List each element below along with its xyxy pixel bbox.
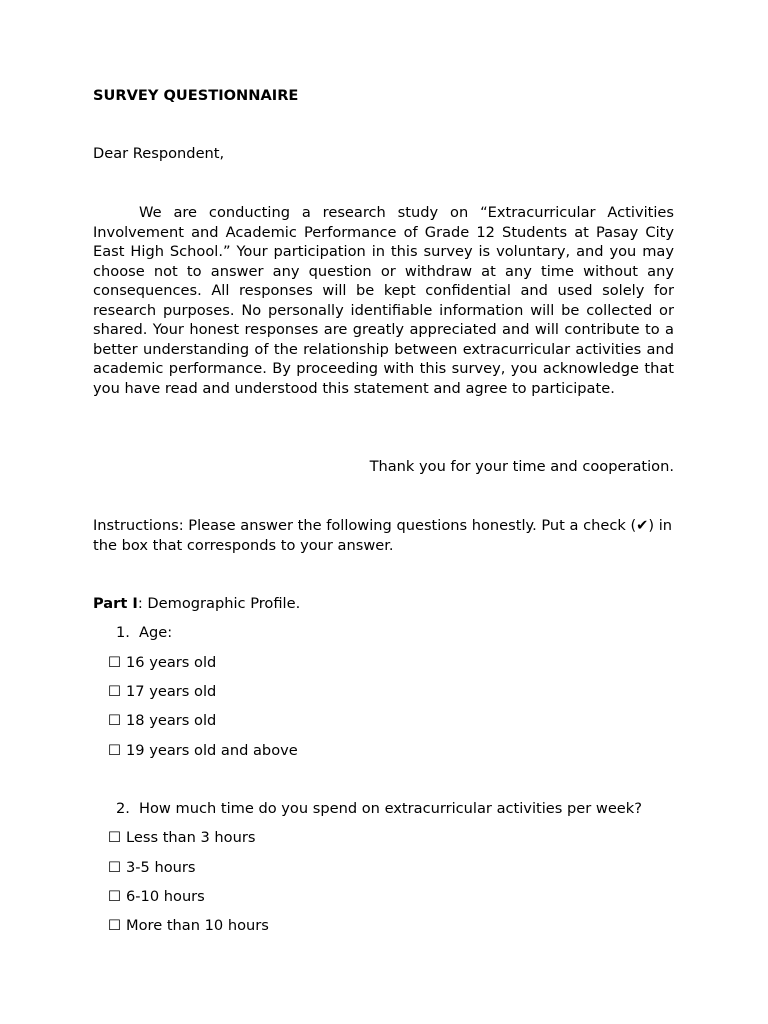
option-label: 18 years old (126, 712, 217, 729)
option-16-years[interactable] (108, 654, 216, 671)
question-age (116, 624, 172, 641)
question-text: Age: (139, 624, 173, 641)
checkbox-icon[interactable]: ☐ (108, 712, 122, 729)
option-3-5-hours[interactable] (108, 859, 196, 876)
checkbox-icon[interactable]: ☐ (108, 829, 122, 846)
option-label: More than 10 hours (126, 917, 269, 934)
greeting: Dear Respondent, (93, 145, 225, 162)
survey-title: SURVEY QUESTIONNAIRE (93, 87, 299, 104)
instructions: Instructions: Please answer the following questions honestly. Put a check (✔) in the box that corresponds to your answer. (93, 517, 673, 554)
option-label: 19 years old and above (126, 742, 298, 759)
checkbox-icon[interactable]: ☐ (108, 888, 122, 905)
option-less-than-3[interactable] (108, 829, 255, 846)
option-17-years[interactable] (108, 683, 216, 700)
checkbox-icon[interactable]: ☐ (108, 742, 122, 759)
part-title: : Demographic Profile. (137, 595, 301, 612)
checkbox-icon[interactable]: ☐ (108, 859, 122, 876)
option-label: 3-5 hours (126, 859, 196, 876)
option-18-years[interactable] (108, 712, 216, 729)
option-label: 6-10 hours (126, 888, 205, 905)
checkbox-icon[interactable]: ☐ (108, 683, 122, 700)
question-number: 1. (116, 624, 130, 641)
question-number: 2. (116, 800, 130, 817)
part-heading (93, 595, 674, 612)
option-label: Less than 3 hours (126, 829, 256, 846)
question-text: How much time do you spend on extracurricular activities per week? (139, 800, 642, 817)
option-more-than-10[interactable] (108, 917, 269, 934)
checkbox-icon[interactable]: ☐ (108, 917, 122, 934)
option-19-years-above[interactable] (108, 742, 298, 759)
thanks-line: Thank you for your time and cooperation. (369, 458, 674, 475)
option-6-10-hours[interactable] (108, 888, 205, 905)
option-label: 16 years old (126, 654, 217, 671)
checkbox-icon[interactable]: ☐ (108, 654, 122, 671)
question-time-spent (116, 800, 642, 817)
option-label: 17 years old (126, 683, 217, 700)
intro-paragraph: We are conducting a research study on “Extracurricular Activities Involvement and Academic Performance of Grade 12 Students at Pasay City East High School.” Your participation in this survey is voluntary, and you may choose not to answer any question or withdraw at any time without any consequences. All responses will be kept confidential and used solely for research purposes. No personally identifiable information will be collected or shared. Your honest responses are greatly appreciated and will contribute to a better understanding of the relationship between extracurricular activities and academic performance. By proceeding with this survey, you acknowledge that you have read and understood this statement and agree to participate. (93, 204, 674, 397)
part-label: Part I (93, 595, 138, 612)
